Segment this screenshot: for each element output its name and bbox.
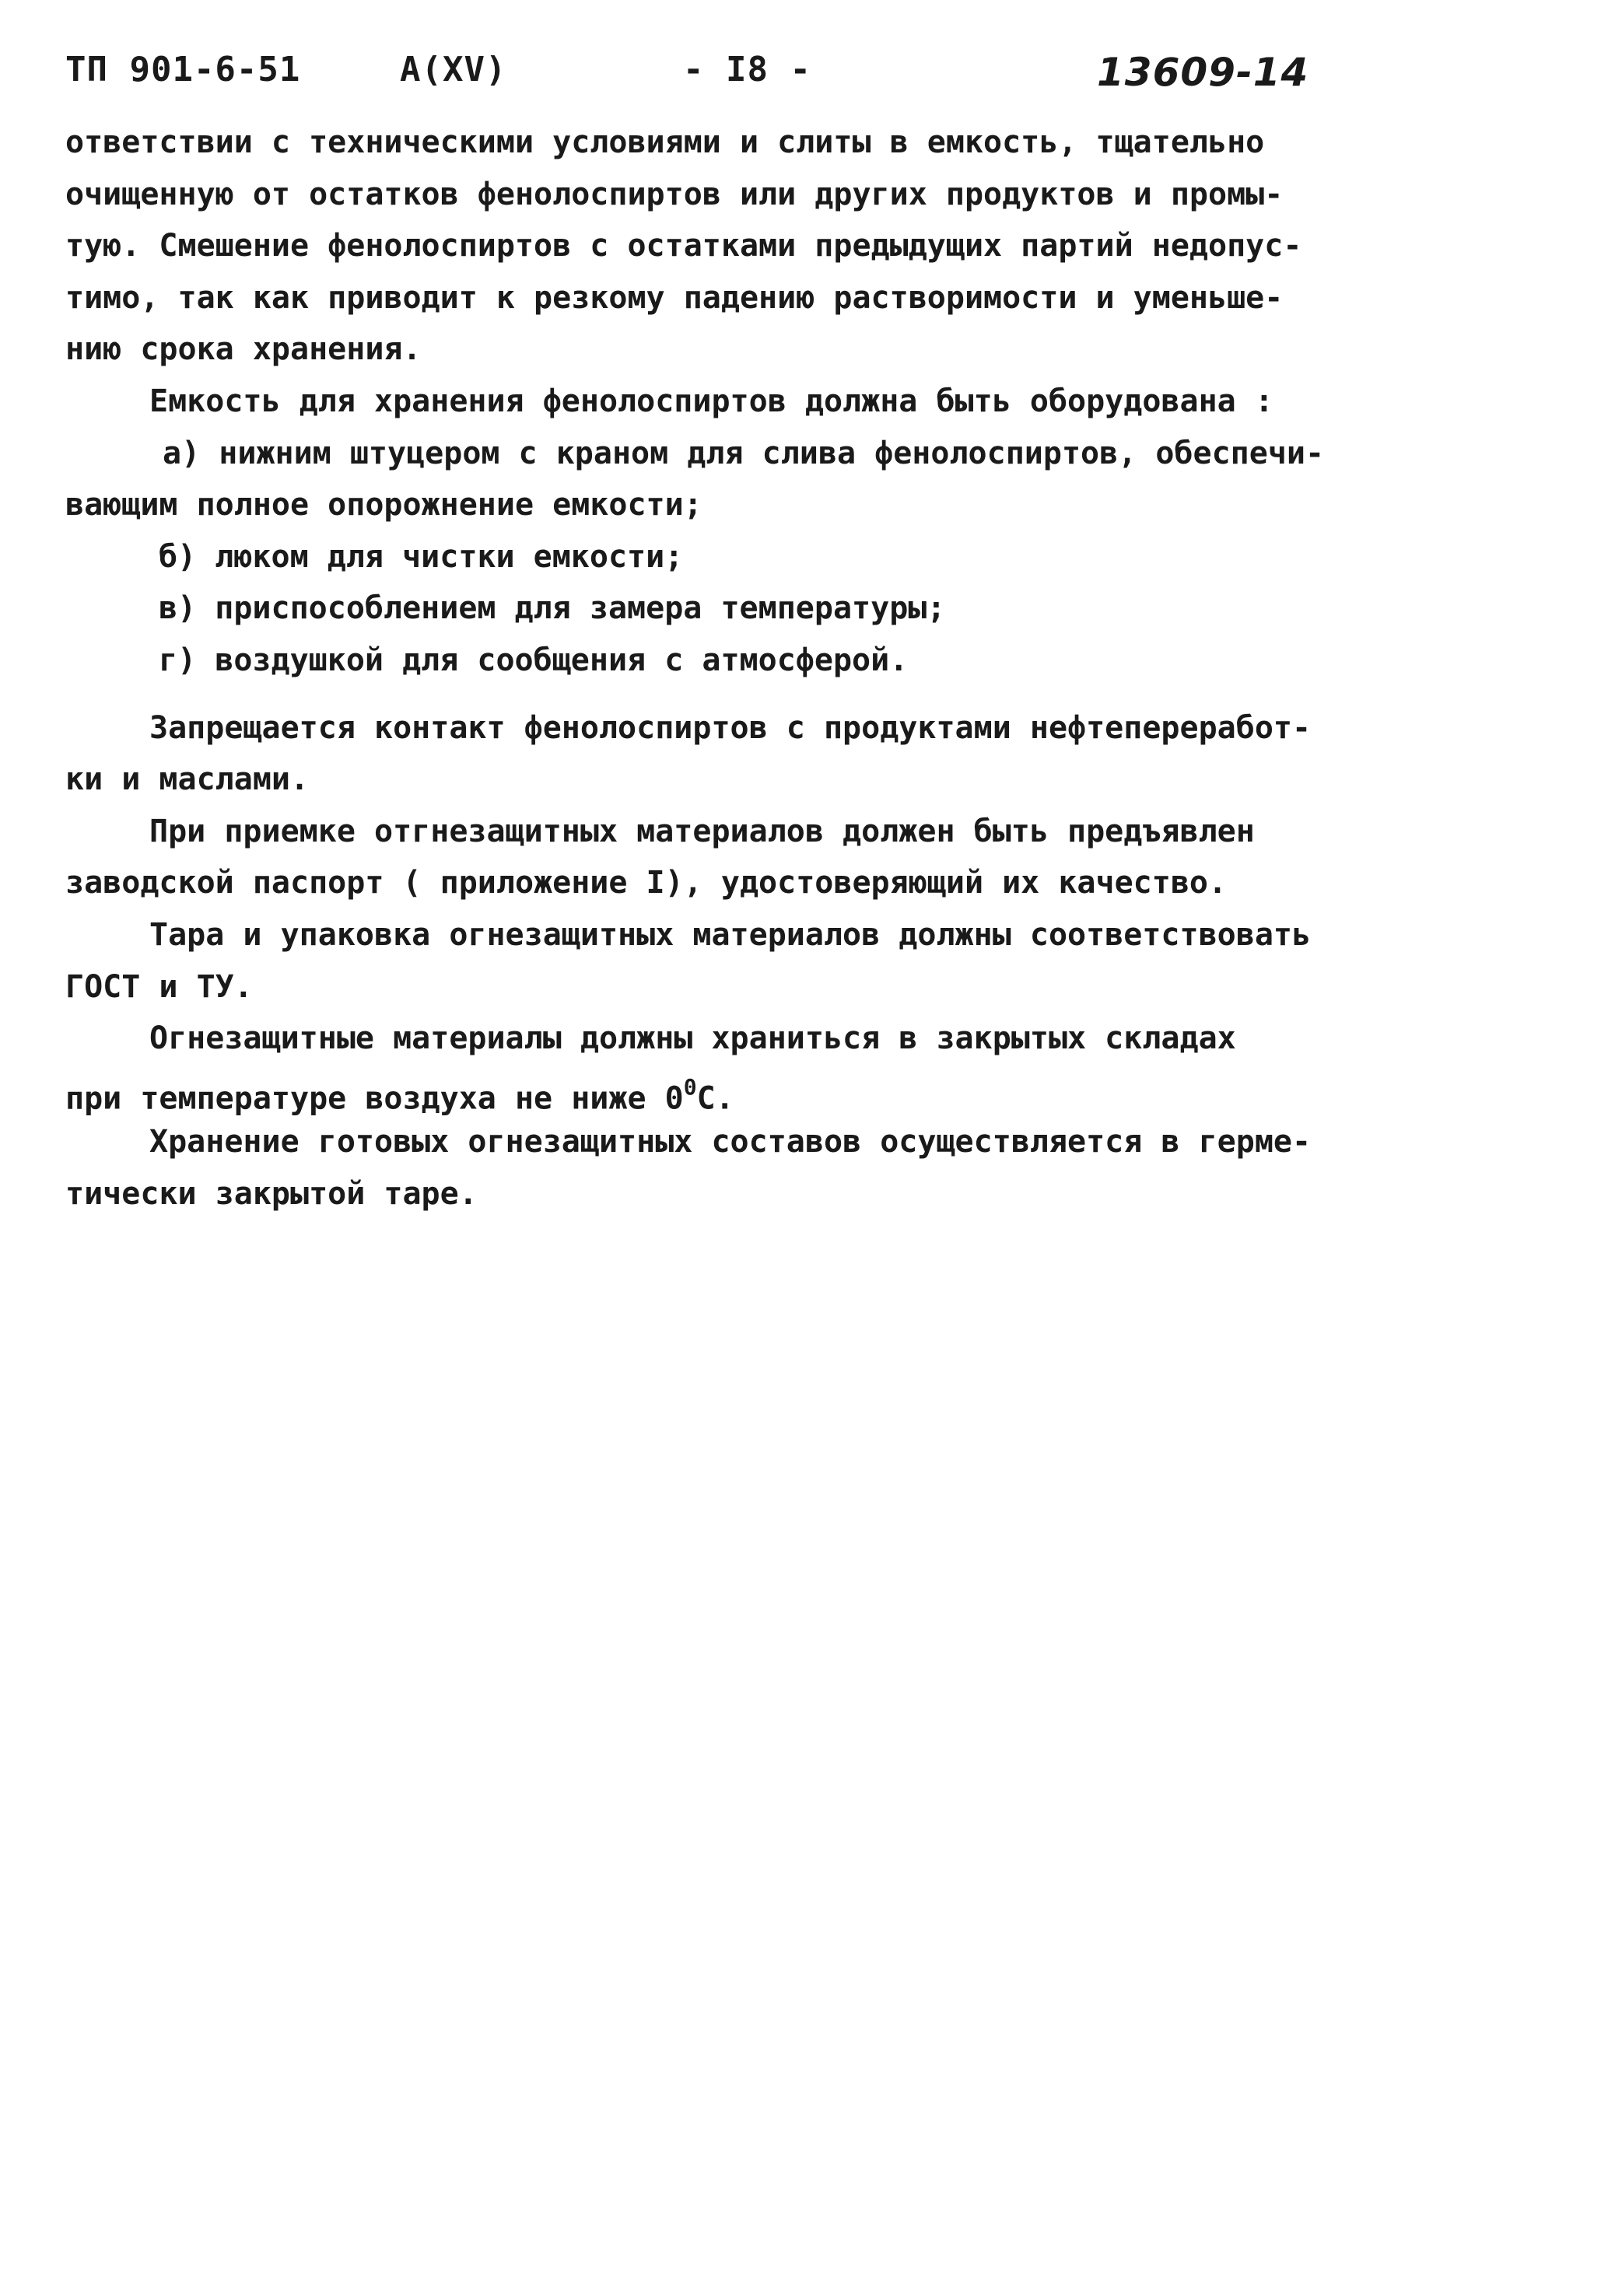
text-line: ки и маслами. bbox=[65, 761, 310, 798]
paragraph-start: Запрещается контакт фенолоспиртов с продуктами нефтепереработ- bbox=[149, 709, 1312, 746]
text-fragment: С. bbox=[696, 1080, 734, 1117]
list-item: б) люком для чистки емкости; bbox=[159, 538, 684, 575]
list-item: а) нижним штуцером с краном для слива фенолоспиртов, обеспечи- bbox=[163, 435, 1325, 471]
page-number: - I8 - bbox=[683, 50, 811, 89]
list-item: г) воздушкой для сообщения с атмосферой. bbox=[159, 642, 909, 678]
paragraph-start: Емкость для хранения фенолоспиртов должна быть оборудована : bbox=[149, 383, 1273, 419]
text-fragment: при температуре воздуха не ниже 0 bbox=[65, 1080, 684, 1117]
document-code: ТП 901-6-51 bbox=[65, 50, 301, 89]
text-line: тую. Смешение фенолоспиртов с остатками предыдущих партий недопус- bbox=[65, 228, 1302, 264]
paragraph-start: Тара и упаковка огнезащитных материалов должны соответствовать bbox=[149, 916, 1312, 953]
text-line: ГОСТ и ТУ. bbox=[65, 968, 253, 1005]
text-line: тически закрытой таре. bbox=[65, 1175, 478, 1212]
paragraph-start: Хранение готовых огнезащитных составов осуществляется в герме- bbox=[149, 1124, 1312, 1160]
handwritten-number: 13609-14 bbox=[1097, 50, 1309, 95]
text-line: тимо, так как приводит к резкому падению растворимости и уменьше- bbox=[65, 279, 1284, 316]
degree-symbol: 0 bbox=[683, 1073, 697, 1100]
document-mark: А(XV) bbox=[400, 50, 507, 89]
text-line: ответствии с техническими условиями и слиты в емкость, тщательно bbox=[65, 124, 1265, 160]
paragraph-start: Огнезащитные материалы должны храниться в закрытых складах bbox=[149, 1020, 1236, 1057]
text-line: очищенную от остатков фенолоспиртов или других продуктов и промы- bbox=[65, 176, 1284, 212]
document-body bbox=[65, 117, 1559, 1220]
text-line: нию срока хранения. bbox=[65, 331, 422, 368]
text-line: заводской паспорт ( приложение I), удостоверяющий их качество. bbox=[65, 865, 1228, 901]
text-line: вающим полное опорожнение емкости; bbox=[65, 487, 702, 523]
list-item: в) приспособлением для замера температуры; bbox=[159, 590, 946, 627]
text-line bbox=[65, 1065, 1559, 1117]
paragraph-start: При приемке отгнезащитных материалов должен быть предъявлен bbox=[149, 813, 1255, 849]
